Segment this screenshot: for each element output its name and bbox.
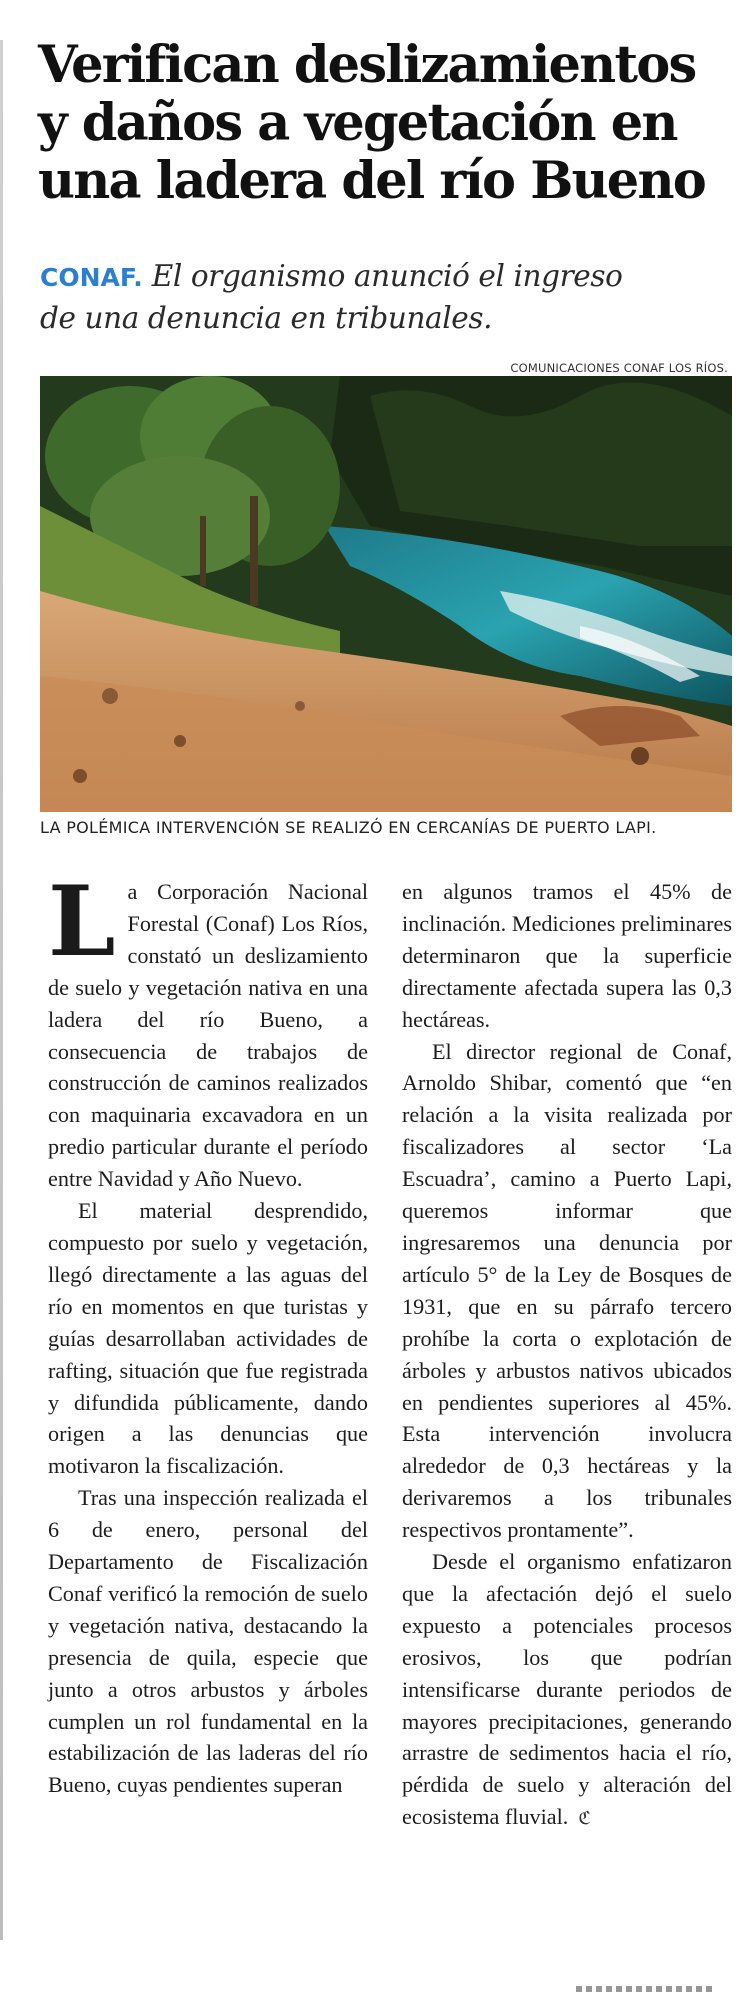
page-footer-crop <box>576 1986 716 1992</box>
body-paragraph: El material desprendido, compuesto por suelo y vegetación, llegó directamente a las aguas del río en momentos en que turistas y guías desarrollaban actividades de rafting, situación que fue registrada y difundida públicamente, dando origen a las denuncias que motivaron la fiscalización. <box>48 1198 368 1479</box>
body-column-left <box>48 865 368 1801</box>
dropcap: L <box>48 865 116 978</box>
deck-text-1: El organismo anunció el ingreso <box>151 259 623 293</box>
headline-line-2: y daños a vegetación en <box>38 93 677 153</box>
left-column-rule <box>0 40 3 1940</box>
photo-illustration <box>40 376 732 812</box>
body-paragraph: Tras una inspección realizada el 6 de enero, personal del Departamento de Fiscalización Conaf verificó la remoción de suelo y vegetación nativa, destacando la presencia de quila, especie que junto a otros arbustos y árboles cumplen un rol fundamental en la estabilización de las laderas del río Bueno, cuyas pendientes superan <box>48 1485 368 1798</box>
deck-line-1 <box>40 256 740 298</box>
deck-line-2: de una denuncia en tribunales. <box>40 301 493 335</box>
article-photo <box>40 376 732 812</box>
photo-credit: COMUNICACIONES CONAF LOS RÍOS. <box>510 361 728 375</box>
headline-line-1: Verifican deslizamientos <box>38 35 696 95</box>
headline-line-3: una ladera del río Bueno <box>38 151 705 211</box>
body-paragraph-text: Desde el organismo enfatizaron que la afectación dejó el suelo expuesto a potenciales procesos erosivos, los que podrían intensificarse durante periodos de mayores precipitaciones, generando arrastre de sedimentos hacia el río, pérdida de suelo y alteración del ecosistema fluvial. <box>402 1549 732 1830</box>
body-paragraph <box>402 1546 732 1835</box>
body-paragraph <box>48 865 368 1195</box>
body-paragraph-text: a Corporación Nacional Forestal (Conaf) Los Ríos, constató un deslizamiento de suelo y vegetación nativa en una ladera del río Bueno, a consecuencia de trabajos de construcción de caminos realizados con maquinaria excavadora en un predio particular durante el período entre Navidad y Año Nuevo. <box>48 879 368 1192</box>
end-of-article-icon: ℭ <box>578 1808 592 1830</box>
deck <box>40 256 740 338</box>
photo-caption: LA POLÉMICA INTERVENCIÓN SE REALIZÓ EN CERCANÍAS DE PUERTO LAPI. <box>40 818 657 837</box>
headline <box>38 36 738 210</box>
body-column-right <box>402 876 732 1835</box>
body-paragraph: El director regional de Conaf, Arnoldo Shibar, comentó que “en relación a la visita realizada por fiscalizadores al sector ‘La Escuadra’, camino a Puerto Lapi, queremos informar que ingresaremos una denuncia por artículo 5° de la Ley de Bosques de 1931, que en su párrafo tercero prohíbe la corta o explotación de árboles y arbustos nativos ubicados en pendientes superiores al 45%. Esta intervención involucra alrededor de 0,3 hectáreas y la derivaremos a los tribunales respectivos prontamente”. <box>402 1038 732 1543</box>
deck-kicker: CONAF. <box>40 263 143 292</box>
body-paragraph: en algunos tramos el 45% de inclinación. Mediciones preliminares determinaron que la superficie directamente afectada supera las 0,3 hectáreas. <box>402 879 732 1032</box>
